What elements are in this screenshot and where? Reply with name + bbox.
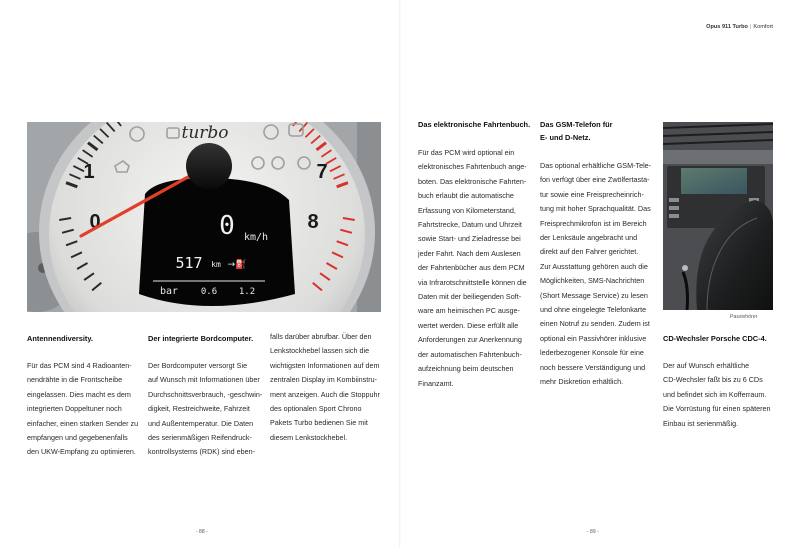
needle-hub <box>186 143 232 189</box>
spread-gutter <box>399 0 401 547</box>
text-line: Finanzamt. <box>418 378 454 388</box>
text-line: integrierten Doppeltuner noch <box>27 404 122 414</box>
text-line: einen Notruf zu senden. Zudem ist <box>540 319 650 329</box>
fahrtenbuch-heading: Das elektronische Fahrtenbuch. <box>418 120 531 129</box>
text-line: Erfassung von Kilometerstand, <box>418 205 516 215</box>
antennendiversity-heading: Antennendiversity. <box>27 334 93 343</box>
text-line: falls darüber abrufbar. Über den <box>270 332 372 341</box>
text-line: Für das PCM wird optional ein <box>418 148 515 157</box>
photo-caption: Passivhörer <box>730 314 758 320</box>
text-line: jeder Fahrt. Nach dem Auslesen <box>418 248 521 258</box>
text-line: nendrähte in die Frontscheibe <box>27 375 123 385</box>
turbo-script: turbo <box>181 123 229 143</box>
text-line: Für das PCM sind 4 Radioanten- <box>27 361 132 370</box>
gsm-heading-line: Das GSM-Telefon für <box>540 120 613 129</box>
text-line: tung mit hoher Sprachqualität. Das <box>540 204 651 214</box>
text-line: einfacher, einen starken Sender zu <box>27 418 139 428</box>
text-line: wichtigsten Informationen auf dem <box>270 360 380 370</box>
text-line: (Short Message Service) zu lesen <box>540 290 648 300</box>
gsm-heading <box>540 118 613 144</box>
text-line: Zur Ausstattung gehören auch die <box>540 261 648 271</box>
text-line: Daten mit der beiliegenden Soft- <box>418 292 522 302</box>
page-number-left: - 88 - <box>196 529 208 535</box>
speedometer-photo <box>27 122 381 312</box>
text-line: wertet werden. Diese erfüllt alle <box>418 320 519 330</box>
text-line: sowie Start- und Zieladresse bei <box>418 234 521 244</box>
boost-scale-label: bar <box>159 286 179 297</box>
text-line: Einbau ist serienmäßig. <box>663 418 739 428</box>
text-line: aufzeichnung beim deutschen <box>418 364 514 374</box>
text-line: fon verfügt über eine Zwölfertasta- <box>540 175 650 185</box>
text-line: des serienmäßigen Reifendruck- <box>148 433 252 443</box>
text-line: elektronisches Fahrtenbuch ange- <box>418 162 527 172</box>
text-line: Lenkstockhebel lassen sich die <box>270 346 370 356</box>
speed-unit: km/h <box>243 232 269 243</box>
text-line: Fahrtstrecke, Datum und Uhrzeit <box>418 220 522 230</box>
text-line: ment anzeigen. Auch die Stoppuhr <box>270 389 380 399</box>
text-line: der automatischen Fahrtenbuch- <box>418 349 522 359</box>
boost-scale-mark-1: 0.6 <box>200 287 218 297</box>
bordcomputer-heading: Der integrierte Bordcomputer. <box>148 334 254 343</box>
passivhoerer-photo <box>663 122 773 310</box>
text-line: mehr Diskretion erhältlich. <box>540 377 624 387</box>
dial-number-7: 7 <box>316 161 328 183</box>
text-line: empfangen und gegebenenfalls <box>27 433 128 443</box>
antennendiversity-text <box>27 359 145 460</box>
fahrtenbuch-text <box>418 146 536 391</box>
text-line: und ohne eingelegte Telefonkarte <box>540 305 647 315</box>
text-line: der Lenksäule angebracht und <box>540 233 638 243</box>
gsm-heading-line: E- und D-Netz. <box>540 133 591 142</box>
text-line: den UKW-Empfang zu optimieren. <box>27 447 136 457</box>
header-section: Komfort <box>753 24 773 30</box>
pcm-navigation-screen <box>681 168 747 194</box>
text-line: digkeit, Restreichweite, Fahrzeit <box>148 404 250 414</box>
text-line: der Fahrtenbücher aus dem PCM <box>418 263 525 273</box>
cd-wechsler-text <box>663 359 781 431</box>
text-line: ware am heimischen PC ausge- <box>418 306 520 316</box>
text-line: des optionalen Sport Chrono <box>270 404 362 414</box>
text-line: Freisprechmikrofon ist im Bereich <box>540 218 647 228</box>
text-line: boten. Das elektronische Fahrten- <box>418 176 527 186</box>
text-line: via Infrarotschnittstelle können die <box>418 277 527 287</box>
text-line: buch erlaubt die automatische <box>418 191 514 201</box>
speed-readout: 0 <box>219 211 235 241</box>
text-line: noch bessere Verständigung und <box>540 362 646 372</box>
text-line: und befindet sich im Kofferraum. <box>663 389 767 399</box>
text-line: Pakets Turbo bedienen Sie mit <box>270 418 368 428</box>
dial-number-0: 0 <box>89 211 101 233</box>
boost-scale-mark-2: 1.2 <box>238 287 256 297</box>
bordcomputer-text <box>148 359 266 460</box>
text-line: tur sowie eine Freisprecheinrich- <box>540 189 644 199</box>
text-line: kontrollsystems (RDK) sind eben- <box>148 447 256 457</box>
cd-wechsler-heading: CD-Wechsler Porsche CDC-4. <box>663 334 767 343</box>
bordcomputer-text-continued <box>270 330 388 445</box>
header-separator: | <box>749 24 752 30</box>
fuel-arrow-icon: →⛽ <box>227 260 247 270</box>
text-line: auf Wunsch mit Informationen über <box>148 375 260 385</box>
text-line: Der Bordcomputer versorgt Sie <box>148 361 248 370</box>
text-line: lederbezogener Konsole für eine <box>540 348 644 358</box>
text-line: zentralen Display im Kombiinstru- <box>270 375 378 385</box>
page-number-right: - 89 - <box>587 529 599 535</box>
range-readout: 517 <box>175 254 203 272</box>
dial-number-1: 1 <box>83 161 95 183</box>
text-line: Anforderungen zur Anerkennung <box>418 335 522 345</box>
range-unit: km <box>211 260 221 269</box>
gsm-text <box>540 159 658 390</box>
text-line: Die Vorrüstung für einen späteren <box>663 404 771 414</box>
text-line: und Außentemperatur. Die Daten <box>148 418 254 428</box>
text-line: eingelassen. Dies macht es dem <box>27 389 131 399</box>
text-line: Möglichkeiten, SMS-Nachrichten <box>540 276 645 286</box>
text-line: CD-Wechsler faßt bis zu 6 CDs <box>663 375 763 385</box>
dial-number-8: 8 <box>307 211 319 233</box>
page-header <box>706 24 773 30</box>
text-line: optional ein Passivhörer inklusive <box>540 333 647 343</box>
text-line: Durchschnittsverbrauch, -geschwin- <box>148 389 263 399</box>
text-line: direkt auf den Fahrer gerichtet. <box>540 247 639 257</box>
text-line: Das optional erhältliche GSM-Tele- <box>540 161 652 170</box>
text-line: diesem Lenkstockhebel. <box>270 432 348 442</box>
text-line: Der auf Wunsch erhältliche <box>663 361 750 370</box>
header-title: Opus 911 Turbo <box>706 24 748 30</box>
